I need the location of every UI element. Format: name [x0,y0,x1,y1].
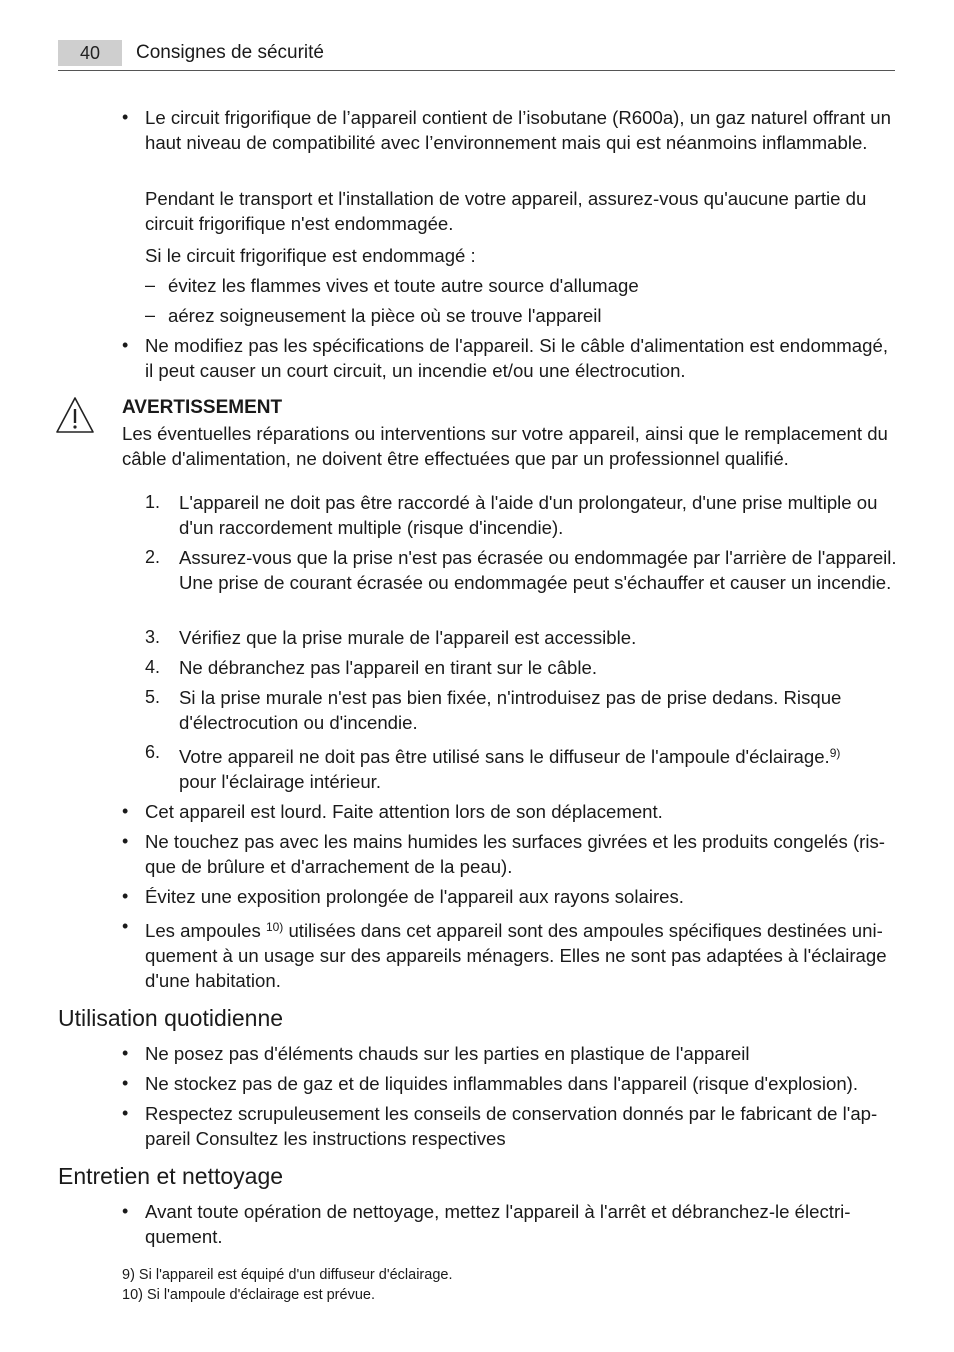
list-item: Vérifiez que la prise murale de l'appareil est accessible. [179,627,637,648]
bullet-marker: • [122,107,129,127]
bullet-marker: • [122,831,129,851]
list-item: Respectez scrupuleusement les conseils de conservation donnés par le fabricant de l'appareil Consultez les instructions respectives [145,1103,878,1149]
list-item: Ne débranchez pas l'appareil en tirant sur le câble. [179,657,598,678]
bullet-marker: • [122,1103,129,1123]
bullet-marker: • [122,916,129,936]
list-number: 2. [145,547,161,567]
list-number: 3. [145,627,161,647]
list-item: Ne modifiez pas les spécifications de l'appareil. Si le câble d'alimentation est endommagé, il peut causer un court circuit, un incendie et/ou une électrocution. [145,335,888,381]
list-item: Ne posez pas d'éléments chauds sur les parties en plastique de l'appareil [145,1043,750,1064]
list-item: évitez les flammes vives et toute autre source d'allumage [168,275,639,296]
list-item: Évitez une exposition prolongée de l'appareil aux rayons solaires. [145,886,684,907]
dash-marker: – [145,305,156,325]
section-heading-daily-use: Utilisation quotidienne [58,1005,284,1031]
page-number: 40 [58,40,122,66]
bullet-marker: • [122,1043,129,1063]
list-item [145,105,897,155]
list-item-text: pour l'éclairage intérieur. [179,771,381,792]
bullet-marker: • [122,801,129,821]
list-item: Cet appareil est lourd. Faite attention lors de son déplacement. [145,801,663,822]
warning-text: Les éventuelles réparations ou interventions sur votre appareil, ainsi que le remplacement du câble d'alimentation, ne doivent être effectuées que par un professionnel qualifié. [122,423,888,469]
bullet-marker: • [122,1073,129,1093]
list-item-text: utilisées dans cet appareil sont des ampoules spécifiques destinées uniquement à un usage sur des appareils ménagers. Elles ne sont pas adaptées à l'éclairage d'une habitation. [145,920,887,991]
list-item: Avant toute opération de nettoyage, mettez l'appareil à l'arrêt et débranchez-le électriquement. [145,1201,851,1247]
section-title: Consignes de sécurité [136,42,324,63]
warning-title: AVERTISSEMENT [122,397,283,418]
bullet-marker: • [122,1201,129,1221]
list-item: L'appareil ne doit pas être raccordé à l'aide d'un prolongateur, d'une prise multiple ou d'un raccordement multiple (risque d'incendie). [179,492,878,538]
section-heading-cleaning: Entretien et nettoyage [58,1163,284,1189]
list-item: aérez soigneusement la pièce où se trouve l'appareil [168,305,602,326]
footnote-ref: 9) [829,746,841,760]
list-number: 5. [145,687,161,707]
list-number: 1. [145,492,161,512]
list-item [179,744,897,794]
list-number: 4. [145,657,161,677]
list-item: Ne stockez pas de gaz et de liquides inflammables dans l'appareil (risque d'explosion). [145,1073,859,1094]
footnote-ref: 10) [265,920,284,934]
bullet-marker: • [122,335,129,355]
list-item: Si la prise murale n'est pas bien fixée, n'introduisez pas de prise dedans. Risque d'électrocution ou d'incendie. [179,687,842,733]
footnote: 10) Si l'ampoule d'éclairage est prévue. [122,1287,375,1303]
list-item: Assurez-vous que la prise n'est pas écrasée ou endommagée par l'arrière de l'appareil. Une prise de courant écrasée ou endommagée peut s'échauffer et causer un incendie. [179,547,897,593]
list-number: 6. [145,742,161,762]
header-divider [58,70,895,71]
paragraph: Le circuit frigorifique de l’appareil contient de l’isobutane (R600a), un gaz naturel offrant un haut niveau de compatibilité avec l’environnement mais qui est néanmoins inflammable. [145,107,891,153]
list-item-text: Votre appareil ne doit pas être utilisé sans le diffuseur de l'ampoule d'éclairage. [179,746,830,767]
paragraph: Pendant le transport et l'installation de votre appareil, assurez-vous qu'aucune partie du circuit frigorifique n'est endommagée. [145,188,867,234]
dash-marker: – [145,275,156,295]
warning-icon [55,396,95,434]
list-item [145,918,897,993]
paragraph: Si le circuit frigorifique est endommagé : [145,245,476,266]
bullet-marker: • [122,886,129,906]
list-item: Ne touchez pas avec les mains humides les surfaces givrées et les produits congelés (risque de brûlure et d'arrachement de la peau). [145,831,885,877]
footnote: 9) Si l'appareil est équipé d'un diffuseur d'éclairage. [122,1267,453,1283]
list-item-text: Les ampoules [145,920,266,941]
